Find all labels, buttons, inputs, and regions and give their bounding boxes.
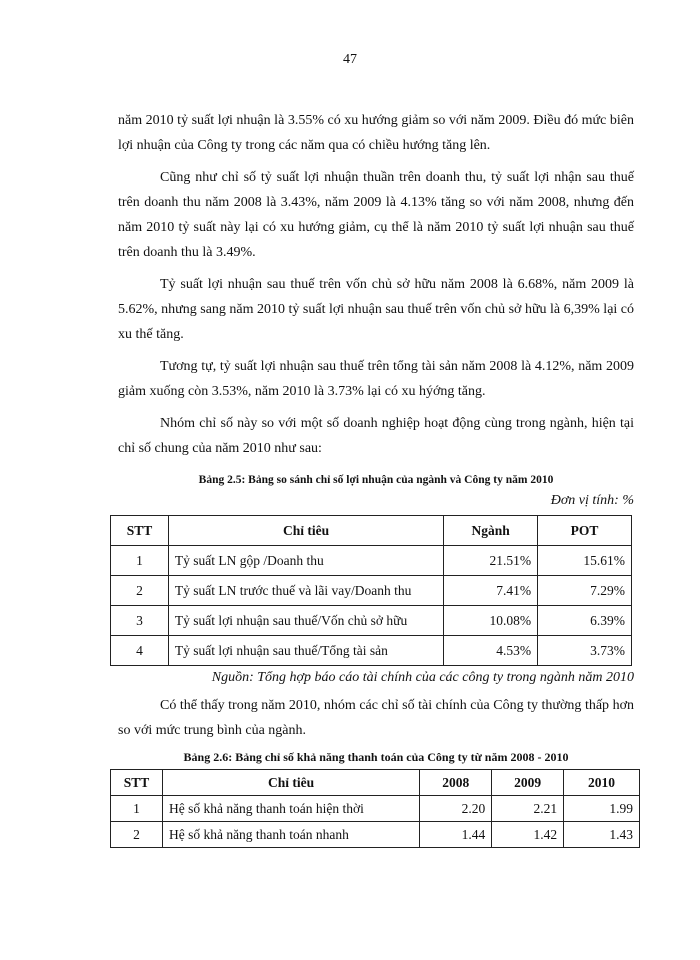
stt-cell: 1 [111, 546, 169, 576]
value-cell: 6.39% [538, 606, 632, 636]
value-cell: 2.21 [492, 796, 564, 822]
table1-source: Nguồn: Tổng hợp báo cáo tài chính của các công ty trong ngành năm 2010 [211, 670, 634, 685]
body-text-mid [118, 693, 634, 750]
header-cell: STT [111, 516, 169, 546]
stt-cell: 1 [111, 796, 163, 822]
table1-caption: Bảng 2.5: Bảng so sánh chỉ số lợi nhuận của ngành và Công ty năm 2010 [198, 474, 554, 486]
table-profit-comparison [110, 515, 632, 666]
indicator-cell: Tỷ suất LN trước thuế và lãi vay/Doanh thu [168, 576, 443, 606]
header-cell: 2010 [564, 770, 640, 796]
paragraph: Có thể thấy trong năm 2010, nhóm các chỉ số tài chính của Công ty thường thấp hơn so với mức trung bình của ngành. [118, 698, 634, 738]
table1-unit: Đơn vị tính: % [550, 493, 634, 508]
indicator-cell: Tỷ suất lợi nhuận sau thuế/Vốn chủ sở hữu [168, 606, 443, 636]
header-cell: POT [538, 516, 632, 546]
table-row [111, 796, 640, 822]
value-cell: 15.61% [538, 546, 632, 576]
paragraph: Tương tự, tỷ suất lợi nhuận sau thuế trên tổng tài sản năm 2008 là 4.12%, năm 2009 giảm xuống còn 3.53%, năm 2010 là 3.73% lại có xu hýớng tăng. [118, 359, 634, 399]
indicator-cell: Tỷ suất lợi nhuận sau thuế/Tổng tài sản [168, 636, 443, 666]
indicator-cell: Hệ số khả năng thanh toán hiện thời [162, 796, 419, 822]
table2-caption: Bảng 2.6: Bảng chỉ số khả năng thanh toán của Công ty từ năm 2008 - 2010 [183, 750, 569, 764]
paragraph: Tỷ suất lợi nhuận sau thuế trên vốn chủ sở hữu năm 2008 là 6.68%, năm 2009 là 5.62%, nhưng sang năm 2010 tỷ suất lợi nhuận sau thuế trên vốn chủ sở hữu là 6,39% lại có xu thế tăng. [118, 277, 635, 342]
header-cell: Chỉ tiêu [162, 770, 419, 796]
table-row [111, 636, 632, 666]
page-number: 47 [343, 52, 357, 67]
header-cell: Ngành [444, 516, 538, 546]
value-cell: 1.44 [420, 822, 492, 848]
value-cell: 10.08% [444, 606, 538, 636]
value-cell: 2.20 [420, 796, 492, 822]
table-row [111, 606, 632, 636]
table-row [111, 546, 632, 576]
value-cell: 4.53% [444, 636, 538, 666]
table-header-row [111, 770, 640, 796]
paragraph: Nhóm chỉ số này so với một số doanh nghiệp hoạt động cùng trong ngành, hiện tại chỉ số chung của năm 2010 như sau: [118, 416, 634, 456]
indicator-cell: Hệ số khả năng thanh toán nhanh [162, 822, 419, 848]
table-header-row [111, 516, 632, 546]
header-cell: 2008 [420, 770, 492, 796]
value-cell: 21.51% [444, 546, 538, 576]
value-cell: 7.29% [538, 576, 632, 606]
value-cell: 1.43 [564, 822, 640, 848]
value-cell: 3.73% [538, 636, 632, 666]
paragraph: năm 2010 tỷ suất lợi nhuận là 3.55% có xu hướng giảm so với năm 2009. Điều đó mức biên lợi nhuận của Công ty trong các năm qua có chiều hướng tăng lên. [118, 113, 634, 153]
indicator-cell: Tỷ suất LN gộp /Doanh thu [168, 546, 443, 576]
header-cell: Chỉ tiêu [168, 516, 443, 546]
table-row [111, 576, 632, 606]
stt-cell: 2 [111, 822, 163, 848]
header-cell: 2009 [492, 770, 564, 796]
value-cell: 7.41% [444, 576, 538, 606]
value-cell: 1.42 [492, 822, 564, 848]
paragraph: Cũng như chỉ số tỷ suất lợi nhuận thuần trên doanh thu, tỷ suất lợi nhận sau thuế trên doanh thu năm 2008 là 3.43%, năm 2009 là 4.13% tăng so với năm 2008, nhưng đến năm 2010 tỷ suất này lại có xu hướng giảm, cụ thể là năm 2010 tỷ suất lợi nhuận sau thuế trên doanh thu là 3.49%. [118, 170, 634, 260]
stt-cell: 3 [111, 606, 169, 636]
header-cell: STT [111, 770, 163, 796]
table-liquidity [110, 769, 640, 848]
value-cell: 1.99 [564, 796, 640, 822]
stt-cell: 4 [111, 636, 169, 666]
body-text-top [118, 108, 634, 468]
stt-cell: 2 [111, 576, 169, 606]
table-row [111, 822, 640, 848]
